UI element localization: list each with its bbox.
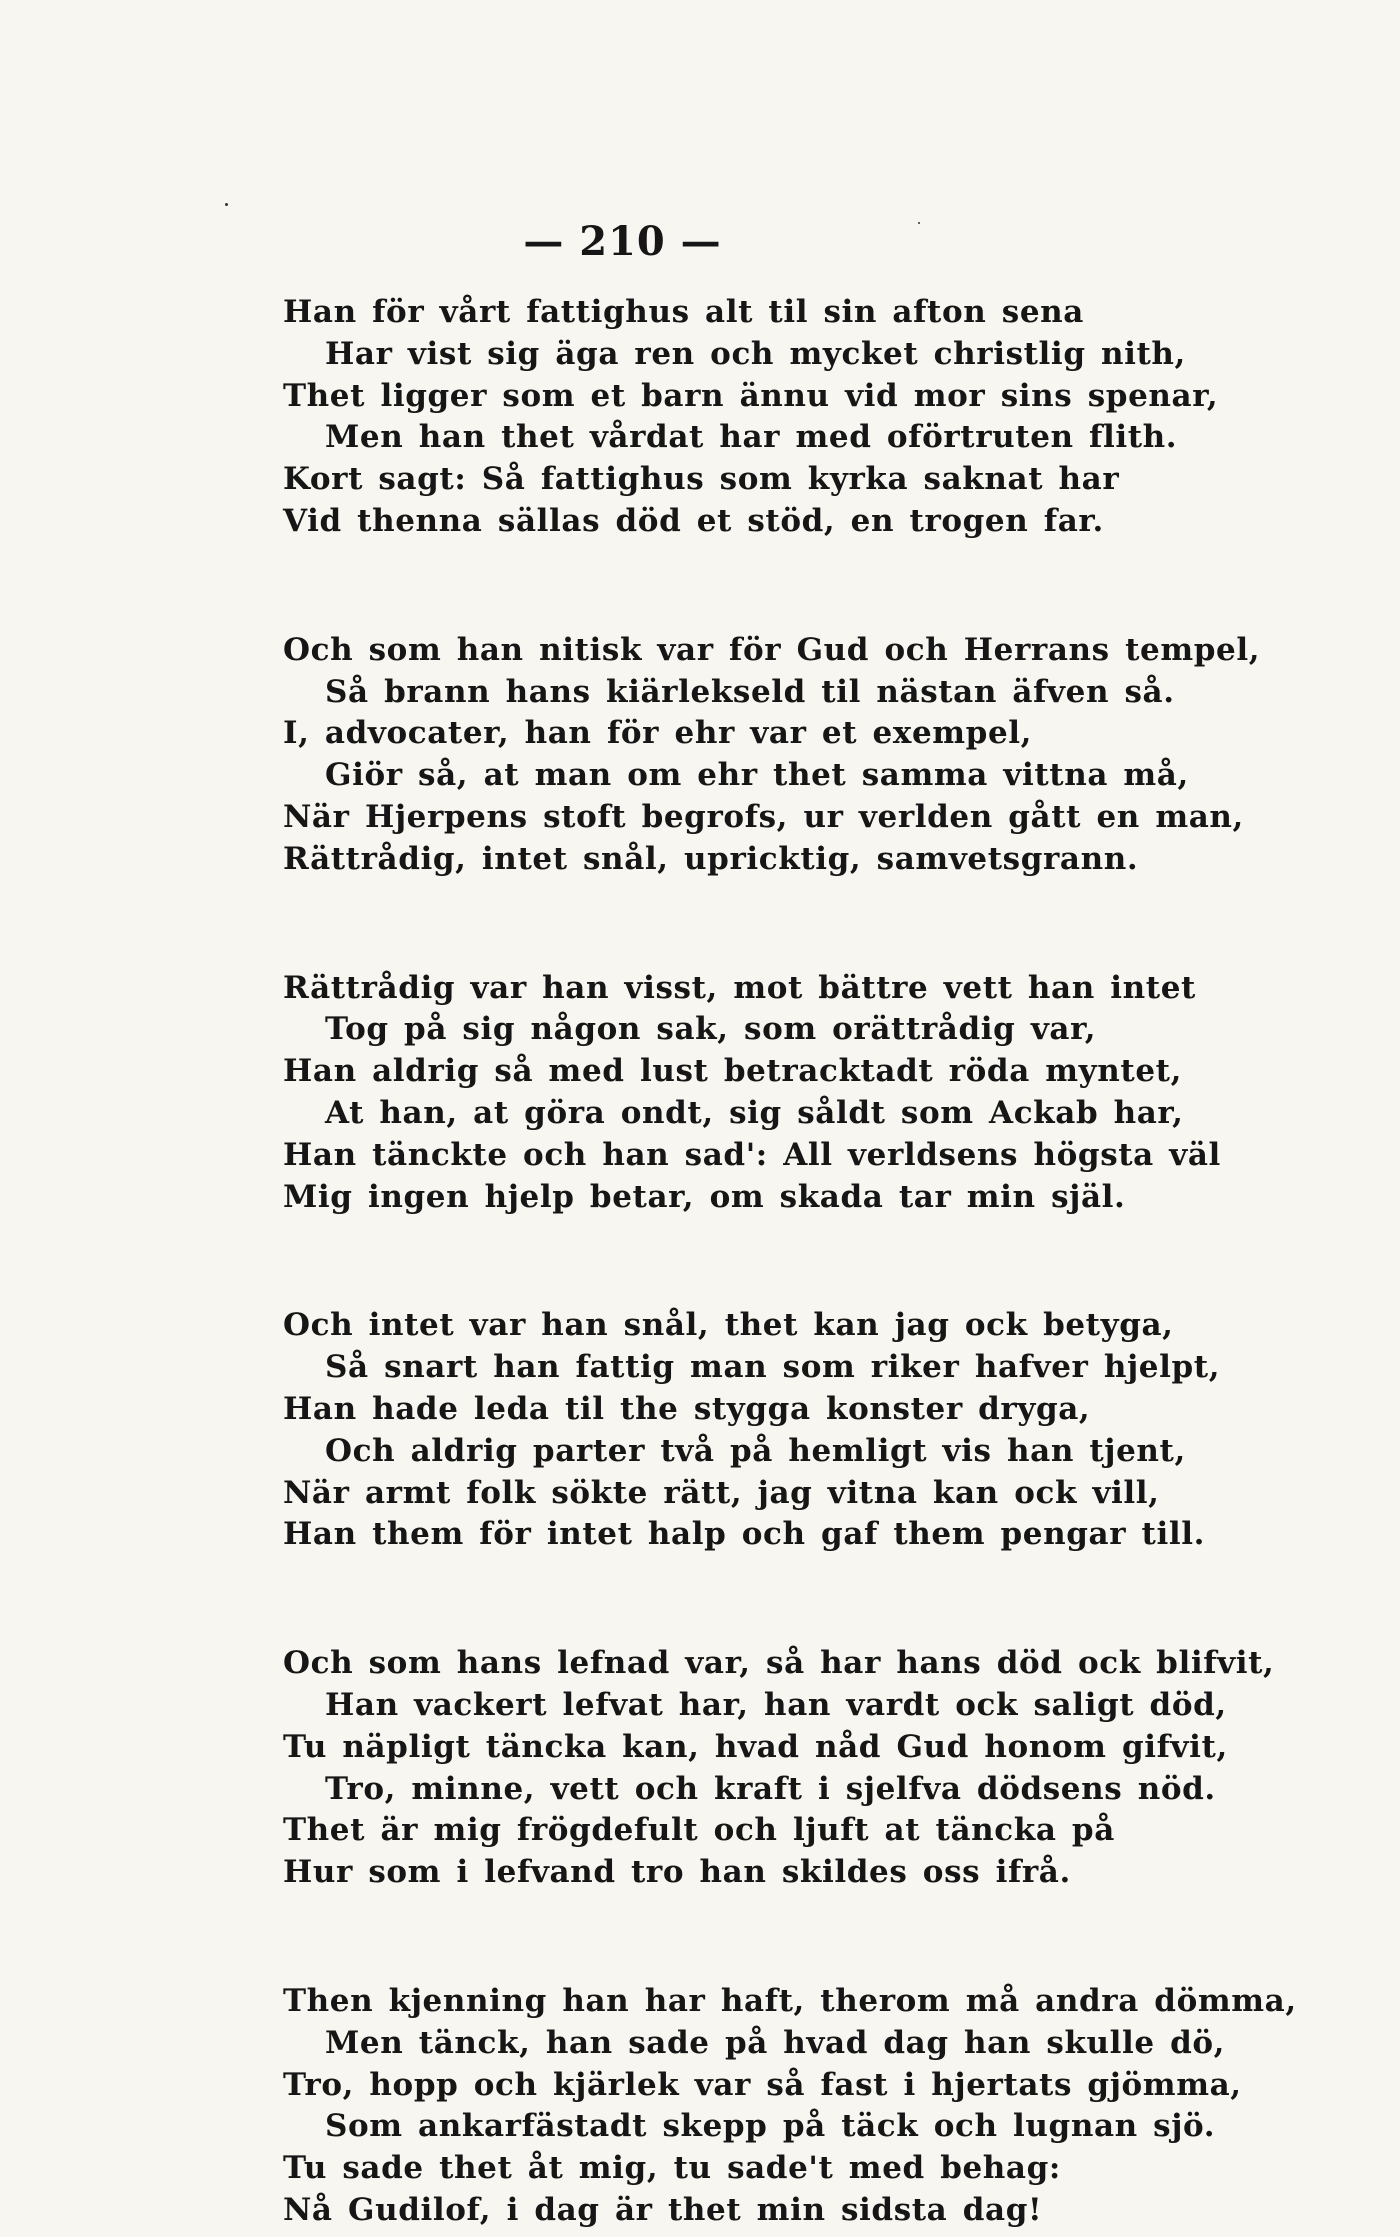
stanza-3 [283,968,1283,1219]
verse-line: Men tänck, han sade på hvad dag han skulle dö, [325,2024,1226,2061]
verse-line: När armt folk sökte rätt, jag vitna kan ock vill, [283,1474,1160,1511]
verse-line: Tu sade thet åt mig, tu sade't med behag: [283,2150,1061,2187]
verse-line: Och aldrig parter två på hemligt vis han tjent, [325,1432,1186,1469]
verse-line: Mig ingen hjelp betar, om skada tar min själ. [283,1178,1126,1215]
verse-line: Han aldrig så med lust betracktadt röda myntet, [283,1053,1182,1090]
verse-line: Tu näpligt täncka kan, hvad nåd Gud honom gifvit, [283,1728,1228,1765]
verse-line: Nå Gudilof, i dag är thet min sidsta dag! [283,2191,1043,2228]
verse-line: Hur som i lefvand tro han skildes oss ifrå. [283,1854,1071,1891]
verse-line: Rättrådig, intet snål, upricktig, samvetsgrann. [283,840,1139,877]
verse-line: Men han thet vårdat har med oförtruten flith. [325,419,1178,456]
verse-line: Har vist sig äga ren och mycket christlig nith, [325,335,1186,372]
print-speck [225,203,228,206]
verse-line: Tro, minne, vett och kraft i sjelfva dödsens nöd. [325,1770,1216,1807]
stanza-4 [283,1305,1283,1556]
verse-line: Tro, hopp och kjärlek var så fast i hjertats gjömma, [283,2066,1242,2103]
verse-line: Som ankarfästadt skepp på täck och lugnan sjö. [325,2108,1216,2145]
verse-line: Och intet var han snål, thet kan jag ock betyga, [283,1307,1174,1344]
verse-line: Tog på sig någon sak, som orättrådig var, [325,1011,1097,1048]
verse-line: Och som hans lefnad var, så har hans död ock blifvit, [283,1645,1275,1682]
verse-line: Och som han nitisk var för Gud och Herrans tempel, [283,631,1261,668]
verse-line: Han vackert lefvat har, han vardt ock saligt död, [325,1686,1227,1723]
verse-line: Han tänckte och han sad': All verldsens högsta väl [283,1136,1221,1173]
verse-line: Han för vårt fattighus alt til sin afton sena [283,294,1084,330]
verse-line: Thet ligger som et barn ännu vid mor sins spenar, [283,377,1219,414]
verse-line: Then kjenning han har haft, therom må andra dömma, [283,1982,1297,2019]
verse-line: Han them för intet halp och gaf them pengar till. [283,1516,1205,1553]
stanza-2 [283,630,1283,881]
verse-line: Rättrådig var han visst, mot bättre vett han intet [283,969,1196,1006]
page-number: — 210 — [523,218,722,265]
verse-line: Så brann hans kiärlekseld til nästan äfven så. [325,673,1175,710]
verse-line: Han hade leda til the stygga konster dryga, [283,1390,1091,1427]
verse-line: Vid thenna sällas död et stöd, en trogen far. [283,502,1104,539]
stanza-6 [283,1981,1297,2232]
stanza-5 [283,1643,1283,1894]
verse-line: Så snart han fattig man som riker hafver hjelpt, [325,1349,1221,1386]
verse-line: Thet är mig frögdefult och ljuft at täncka på [283,1812,1115,1849]
verse-line: At han, at göra ondt, sig såldt som Ackab har, [325,1094,1184,1131]
verse-line: Kort sagt: Så fattighus som kyrka saknat har [283,461,1120,498]
stanza-1 [283,292,1283,543]
verse-line: När Hjerpens stoft begrofs, ur verlden gått en man, [283,798,1244,835]
verse-line: Giör så, at man om ehr thet samma vittna må, [325,757,1189,794]
verse-line: I, advocater, han för ehr var et exempel, [283,715,1033,752]
poem [283,292,1297,2232]
